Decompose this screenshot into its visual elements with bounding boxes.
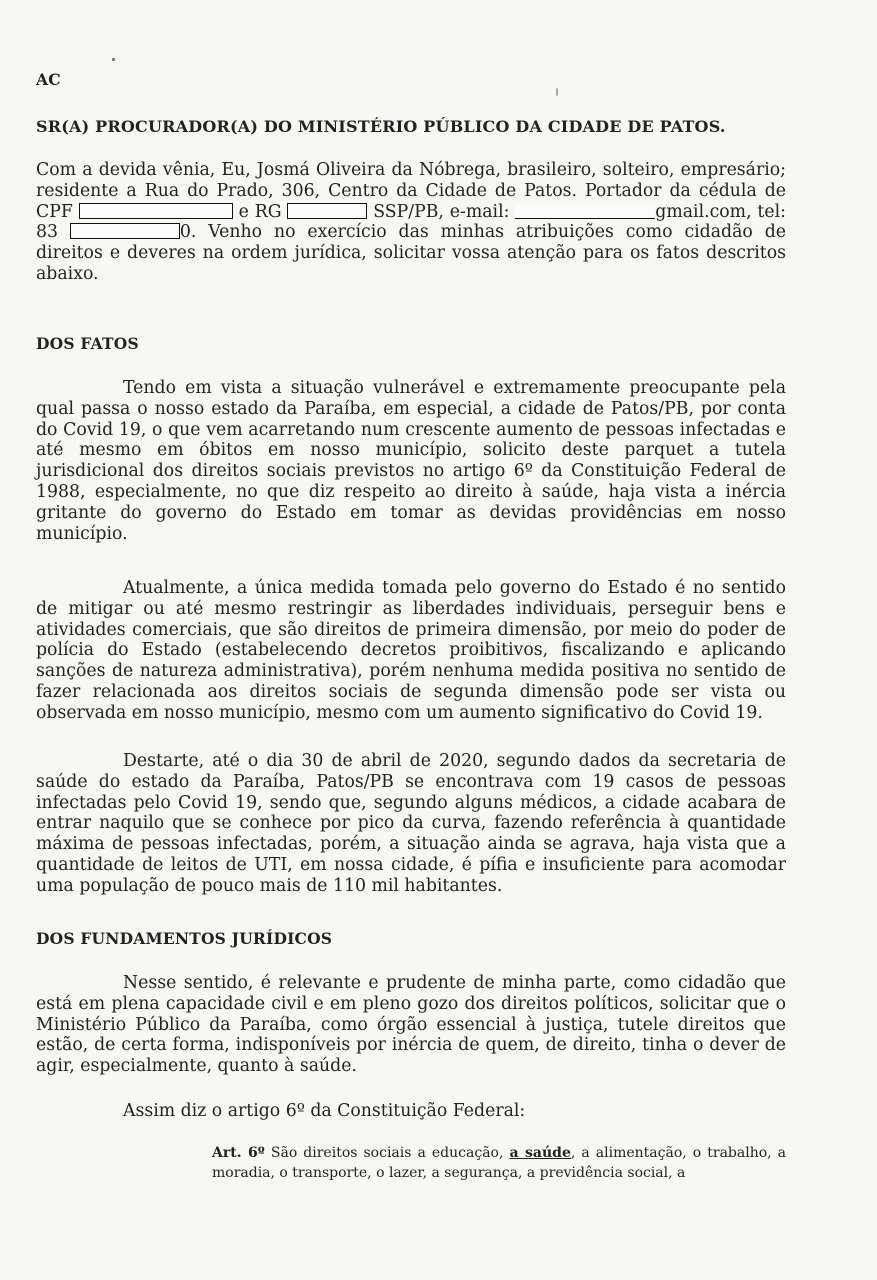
quote-article: Art. 6º	[212, 1145, 265, 1161]
redacted-cpf	[79, 203, 233, 219]
scan-speck	[112, 58, 115, 61]
addressee-heading: SR(A) PROCURADOR(A) DO MINISTÉRIO PÚBLICO DA CIDADE DE PATOS.	[36, 117, 726, 136]
constitution-quote	[212, 1144, 786, 1183]
legal-paragraph-1: Nesse sentido, é relevante e prudente de minha parte, como cidadão que está em plena capacidade civil e em pleno gozo dos direitos políticos, solicitar que o Ministério Público da Paraíba, como órgão essencial à justiça, tutele direitos que estão, de certa forma, indisponíveis por inércia de quem, de direito, tinha o dever de agir, especialmente, quanto à saúde.	[36, 973, 786, 1077]
intro-text-end: 0. Venho no exercício das minhas atribuições como cidadão de direitos e deveres na ordem jurídica, solicitar vossa atenção para os fatos descritos abaixo.	[36, 222, 786, 284]
redacted-phone	[70, 223, 180, 239]
quote-text-after: , a alimentação, o trabalho, a moradia, o transporte, o lazer, a segurança, a previdência social, a	[212, 1145, 787, 1181]
intro-text: Com a devida vênia, Eu, Josmá Oliveira da Nóbrega, brasileiro, solteiro, empresário; residente a Rua do Prado, 306, Centro da Cidade de Patos. Portador da cédula de CPF	[36, 160, 786, 222]
intro-rg-label: e RG	[238, 201, 282, 222]
section-title-facts: DOS FATOS	[36, 334, 139, 353]
section-title-legal: DOS FUNDAMENTOS JURÍDICOS	[36, 929, 333, 948]
intro-ssp-email: SSP/PB, e-mail:	[373, 201, 510, 222]
redacted-rg	[287, 203, 367, 219]
facts-paragraph-1: Tendo em vista a situação vulnerável e extremamente preocupante pela qual passa o nosso estado da Paraíba, em especial, a cidade de Patos/PB, por conta do Covid 19, o que vem acarretando num crescente aumento de pessoas infectadas e até mesmo em óbitos em nosso município, solicito deste parquet a tutela jurisdicional dos direitos sociais previstos no artigo 6º da Constituição Federal de 1988, especialmente, no que diz respeito ao direito à saúde, haja vista a inércia gritante do governo do Estado em tomar as devidas providências em nosso município.	[36, 378, 786, 544]
redacted-email-user	[515, 204, 655, 219]
sender-initials: AC	[36, 70, 61, 89]
quote-text-before: São direitos sociais a educação,	[270, 1145, 504, 1161]
intro-paragraph	[36, 160, 786, 285]
facts-paragraph-3: Destarte, até o dia 30 de abril de 2020, segundo dados da secretaria de saúde do estado da Paraíba, Patos/PB se encontrava com 19 casos de pessoas infectadas pelo Covid 19, sendo que, segundo alguns médicos, a cidade acabara de entrar naquilo que se conhece por pico da curva, fazendo referência à quantidade máxima de pessoas infectadas, porém, a situação ainda se agrava, haja vista que a quantidade de leitos de UTI, em nossa cidade, é pífia e insuficiente para acomodar uma população de pouco mais de 110 mil habitantes.	[36, 751, 786, 896]
facts-paragraph-2: Atualmente, a única medida tomada pelo governo do Estado é no sentido de mitigar ou até mesmo restringir as liberdades individuais, perseguir bens e atividades comerciais, que são direitos de primeira dimensão, por meio do poder de polícia do Estado (estabelecendo decretos proibitivos, fiscalizando e aplicando sanções de natureza administrativa), porém nenhuma medida positiva no sentido de fazer relacionada aos direitos sociais de segunda dimensão pode ser vista ou observada em nosso município, mesmo com um aumento significativo do Covid 19.	[36, 578, 786, 723]
scan-speck	[556, 88, 558, 96]
quote-emphasis: a saúde	[509, 1145, 571, 1161]
intro-email-domain: gmail.com, tel: 83	[36, 201, 786, 243]
legal-paragraph-2: Assim diz o artigo 6º da Constituição Federal:	[123, 1101, 526, 1121]
